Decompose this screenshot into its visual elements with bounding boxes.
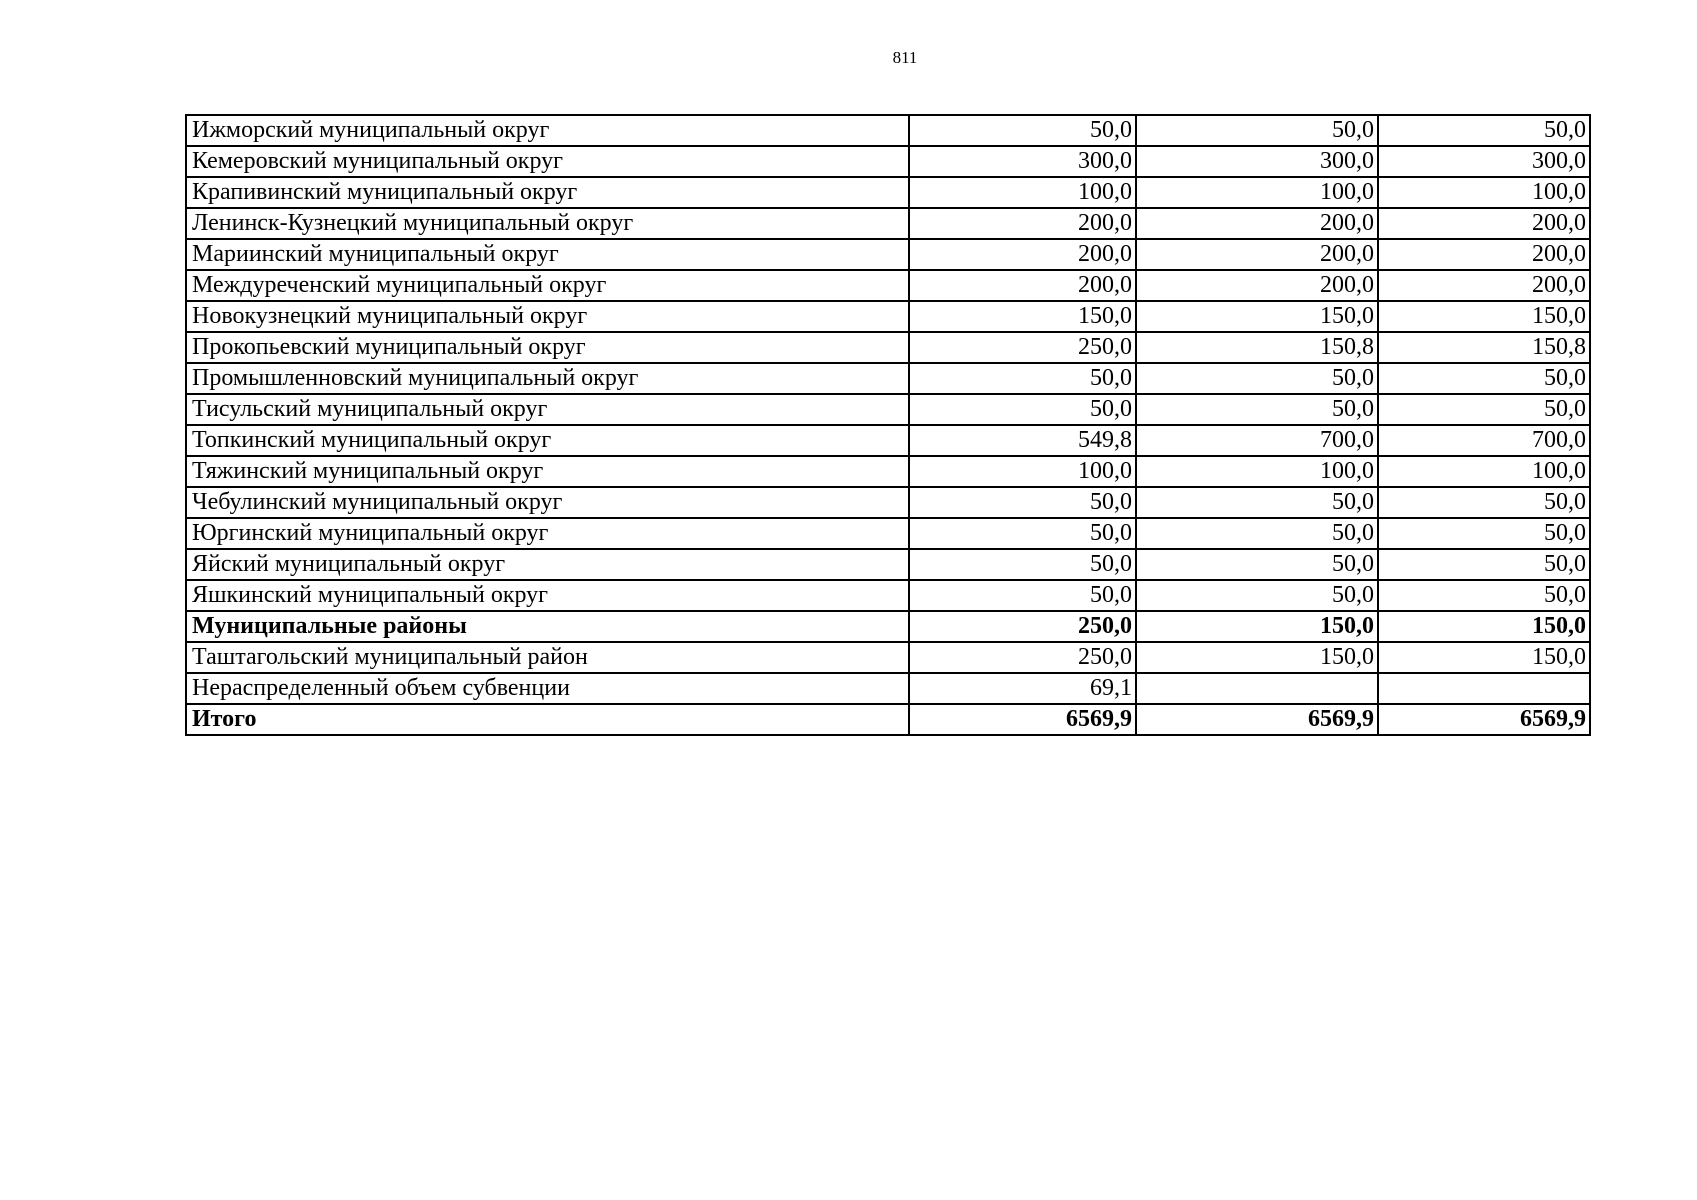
table-row	[186, 270, 1590, 301]
cell-value-3: 700,0	[1378, 425, 1590, 456]
cell-value-2: 200,0	[1136, 239, 1378, 270]
cell-value-3: 100,0	[1378, 177, 1590, 208]
cell-municipality: Тисульский муниципальный округ	[186, 394, 909, 425]
cell-municipality: Кемеровский муниципальный округ	[186, 146, 909, 177]
cell-value-2: 50,0	[1136, 518, 1378, 549]
table-row	[186, 611, 1590, 642]
cell-municipality: Топкинский муниципальный округ	[186, 425, 909, 456]
cell-municipality: Муниципальные районы	[186, 611, 909, 642]
cell-value-1: 200,0	[909, 270, 1136, 301]
cell-value-1: 50,0	[909, 518, 1136, 549]
cell-value-3: 50,0	[1378, 394, 1590, 425]
cell-value-2: 150,8	[1136, 332, 1378, 363]
cell-value-2: 200,0	[1136, 270, 1378, 301]
cell-value-2: 50,0	[1136, 115, 1378, 146]
cell-municipality: Прокопьевский муниципальный округ	[186, 332, 909, 363]
cell-value-2: 100,0	[1136, 456, 1378, 487]
cell-value-1: 50,0	[909, 394, 1136, 425]
cell-value-3: 50,0	[1378, 518, 1590, 549]
cell-value-1: 100,0	[909, 456, 1136, 487]
cell-municipality: Юргинский муниципальный округ	[186, 518, 909, 549]
cell-value-3: 50,0	[1378, 549, 1590, 580]
cell-value-2: 150,0	[1136, 642, 1378, 673]
cell-value-1: 549,8	[909, 425, 1136, 456]
table-row	[186, 363, 1590, 394]
cell-value-3: 6569,9	[1378, 704, 1590, 735]
cell-value-1: 50,0	[909, 549, 1136, 580]
cell-value-3: 200,0	[1378, 239, 1590, 270]
table-row	[186, 301, 1590, 332]
cell-value-1: 6569,9	[909, 704, 1136, 735]
cell-value-3: 50,0	[1378, 487, 1590, 518]
cell-value-3: 150,0	[1378, 611, 1590, 642]
table-row	[186, 208, 1590, 239]
cell-value-1: 200,0	[909, 239, 1136, 270]
cell-value-1: 150,0	[909, 301, 1136, 332]
table-row	[186, 518, 1590, 549]
cell-value-2: 50,0	[1136, 487, 1378, 518]
cell-value-3: 100,0	[1378, 456, 1590, 487]
cell-municipality: Яйский муниципальный округ	[186, 549, 909, 580]
table-row	[186, 487, 1590, 518]
cell-value-2: 50,0	[1136, 394, 1378, 425]
cell-value-2: 150,0	[1136, 611, 1378, 642]
table-row	[186, 704, 1590, 735]
cell-municipality: Таштагольский муниципальный район	[186, 642, 909, 673]
cell-value-2: 50,0	[1136, 549, 1378, 580]
cell-value-3: 50,0	[1378, 363, 1590, 394]
table-row	[186, 673, 1590, 704]
cell-value-3: 50,0	[1378, 115, 1590, 146]
cell-municipality: Междуреченский муниципальный округ	[186, 270, 909, 301]
table-row	[186, 642, 1590, 673]
table-row	[186, 146, 1590, 177]
table-row	[186, 549, 1590, 580]
cell-value-3: 200,0	[1378, 270, 1590, 301]
cell-value-3	[1378, 673, 1590, 704]
table-body	[186, 115, 1590, 735]
cell-value-3: 300,0	[1378, 146, 1590, 177]
cell-value-1: 50,0	[909, 487, 1136, 518]
cell-value-3: 200,0	[1378, 208, 1590, 239]
table-row	[186, 425, 1590, 456]
table-row	[186, 456, 1590, 487]
cell-municipality: Нераспределенный объем субвенции	[186, 673, 909, 704]
table-row	[186, 332, 1590, 363]
cell-value-1: 100,0	[909, 177, 1136, 208]
cell-value-1: 69,1	[909, 673, 1136, 704]
table-row	[186, 239, 1590, 270]
cell-municipality: Промышленновский муниципальный округ	[186, 363, 909, 394]
cell-municipality: Ижморский муниципальный округ	[186, 115, 909, 146]
cell-municipality: Мариинский муниципальный округ	[186, 239, 909, 270]
cell-value-2: 50,0	[1136, 580, 1378, 611]
table-row	[186, 394, 1590, 425]
cell-municipality: Тяжинский муниципальный округ	[186, 456, 909, 487]
cell-value-1: 200,0	[909, 208, 1136, 239]
table-row	[186, 177, 1590, 208]
cell-value-1: 250,0	[909, 642, 1136, 673]
cell-municipality: Новокузнецкий муниципальный округ	[186, 301, 909, 332]
cell-value-1: 300,0	[909, 146, 1136, 177]
cell-value-2: 50,0	[1136, 363, 1378, 394]
table-row	[186, 115, 1590, 146]
cell-value-2: 700,0	[1136, 425, 1378, 456]
cell-value-2: 300,0	[1136, 146, 1378, 177]
page-number: 811	[892, 48, 918, 67]
cell-municipality: Яшкинский муниципальный округ	[186, 580, 909, 611]
cell-value-2: 100,0	[1136, 177, 1378, 208]
cell-value-3: 150,8	[1378, 332, 1590, 363]
cell-value-2: 150,0	[1136, 301, 1378, 332]
cell-value-1: 50,0	[909, 363, 1136, 394]
cell-municipality: Крапивинский муниципальный округ	[186, 177, 909, 208]
cell-municipality: Ленинск-Кузнецкий муниципальный округ	[186, 208, 909, 239]
subvention-table	[185, 114, 1591, 736]
cell-value-3: 150,0	[1378, 642, 1590, 673]
cell-value-1: 250,0	[909, 611, 1136, 642]
cell-value-1: 50,0	[909, 115, 1136, 146]
cell-value-3: 150,0	[1378, 301, 1590, 332]
cell-municipality: Итого	[186, 704, 909, 735]
cell-value-2: 6569,9	[1136, 704, 1378, 735]
table-row	[186, 580, 1590, 611]
cell-municipality: Чебулинский муниципальный округ	[186, 487, 909, 518]
cell-value-1: 50,0	[909, 580, 1136, 611]
cell-value-1: 250,0	[909, 332, 1136, 363]
cell-value-2: 200,0	[1136, 208, 1378, 239]
cell-value-2	[1136, 673, 1378, 704]
cell-value-3: 50,0	[1378, 580, 1590, 611]
